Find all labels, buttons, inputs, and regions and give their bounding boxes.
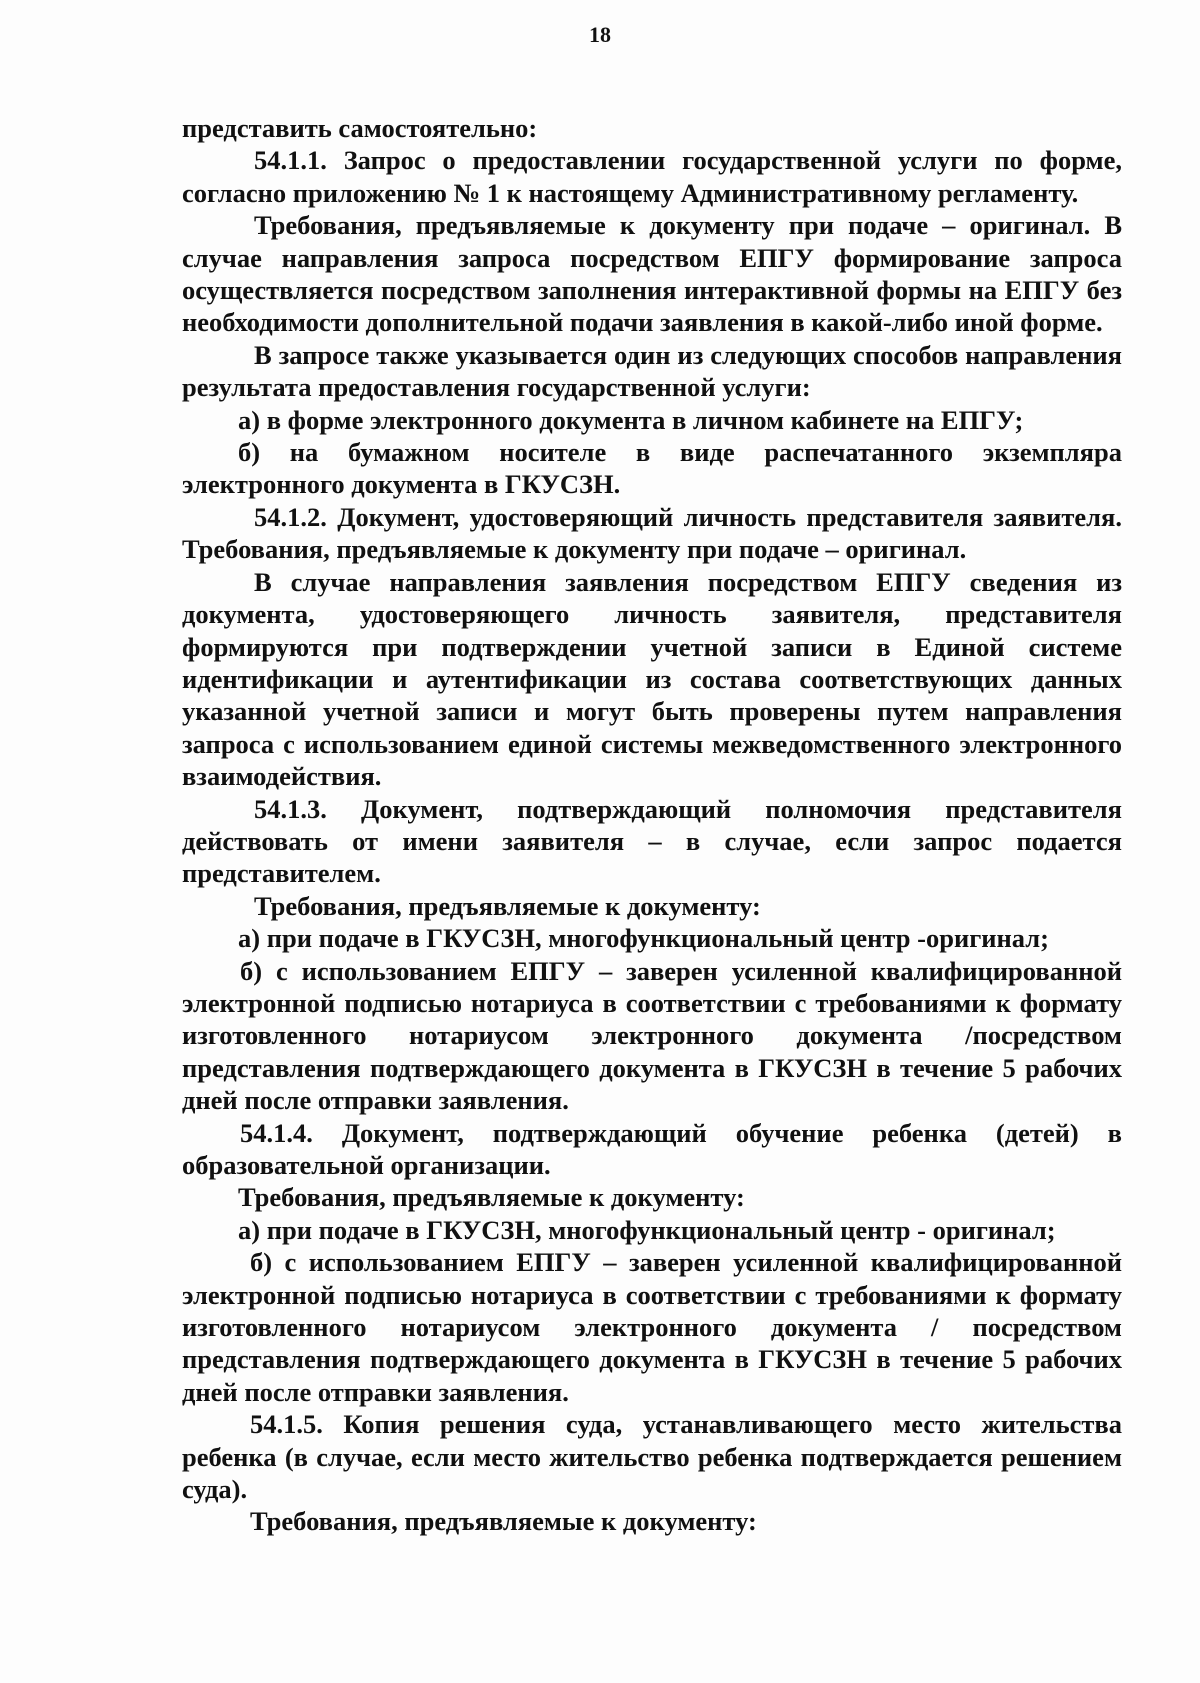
paragraph-requirements-heading-2: Требования, предъявляемые к документу: [238, 1182, 745, 1213]
paragraph-requirements-heading-1: Требования, предъявляемые к документу: [254, 890, 761, 921]
paragraph-continuation: представить самостоятельно: [182, 113, 538, 143]
paragraph-54-1-1: 54.1.1. Запрос о предоставлении государственной услуги по форме, согласно приложению № 1 к настоящему Административному регламенту. [182, 145, 1122, 208]
paragraph-result-methods: В запросе также указывается один из следующих способов направления результата предоставления государственной услуги: [182, 339, 1122, 403]
page-number: 18 [589, 22, 611, 47]
paragraph-requirements-original: Требования, предъявляемые к документу при подаче – оригинал. В случае направления запроса посредством ЕПГУ формирование запроса осуществляется посредством заполнения интерактивной формы на ЕПГУ без необходимости дополнительной подачи заявления в какой-либо иной форме. [182, 210, 1122, 338]
paragraph-54-1-3: 54.1.3. Документ, подтверждающий полномочия представителя действовать от имени заявителя – в случае, если запрос подается представителем. [182, 793, 1122, 889]
paragraph-option-a-mfc-2: а) при подаче в ГКУСЗН, многофункциональный центр - оригинал; [238, 1214, 1056, 1245]
paragraph-option-b-epgu-2: б) с использованием ЕПГУ – заверен усиленной квалифицированной электронной подписью нотариуса в соответствии с требованиями к формату изготовленного нотариусом электронного документа / посредством представления подтверждающего документа в ГКУСЗН в течение 5 рабочих дней после отправки заявления. [182, 1247, 1122, 1407]
document-body [182, 112, 1122, 1538]
paragraph-identity-verification: В случае направления заявления посредством ЕПГУ сведения из документа, удостоверяющего личность заявителя, представителя формируются при подтверждении учетной записи в Единой системе идентификации и аутентификации из состава соответствующих данных указанной учетной записи и могут быть проверены путем направления запроса с использованием единой системы межведомственного электронного взаимодействия. [182, 566, 1122, 792]
paragraph-requirements-heading-3: Требования, предъявляемые к документу: [250, 1506, 757, 1537]
paragraph-option-a-mfc-1: а) при подаче в ГКУСЗН, многофункциональный центр -оригинал; [238, 923, 1049, 954]
paragraph-54-1-4: 54.1.4. Документ, подтверждающий обучение ребенка (детей) в образовательной организации. [182, 1117, 1122, 1180]
paragraph-54-1-2: 54.1.2. Документ, удостоверяющий личность представителя заявителя. Требования, предъявляемые к документу при подаче – оригинал. [182, 501, 1122, 565]
paragraph-option-b-epgu-1: б) с использованием ЕПГУ – заверен усиленной квалифицированной электронной подписью нотариуса в соответствии с требованиями к формату изготовленного нотариусом электронного документа /посредством представления подтверждающего документа в ГКУСЗН в течение 5 рабочих дней после отправки заявления. [182, 955, 1122, 1116]
paragraph-option-a-electronic: а) в форме электронного документа в личном кабинете на ЕПГУ; [238, 404, 1024, 435]
paragraph-54-1-5: 54.1.5. Копия решения суда, устанавливающего место жительства ребенка (в случае, если место жительство ребенка подтверждается решением суда). [182, 1409, 1122, 1505]
paragraph-option-b-paper: б) на бумажном носителе в виде распечатанного экземпляра электронного документа в ГКУСЗН. [182, 437, 1122, 500]
